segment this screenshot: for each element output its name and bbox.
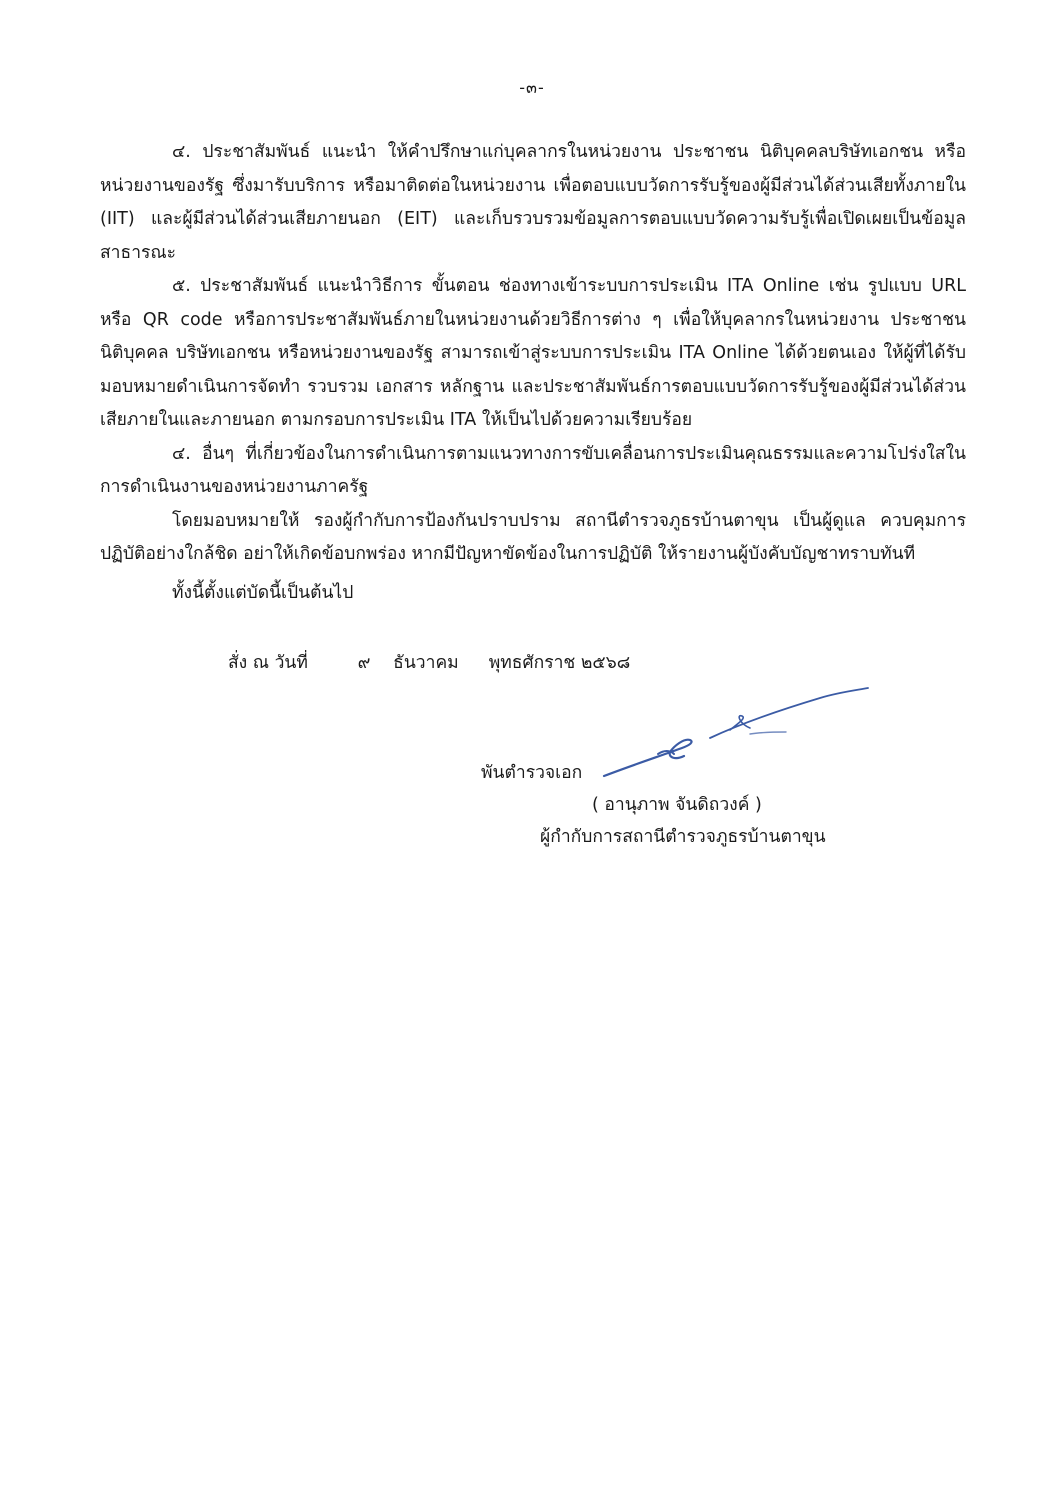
date-label: สั่ง ณ วันที่: [228, 653, 308, 673]
signer-name: ( อานุภาพ จันดิถวงค์ ): [592, 795, 762, 815]
handwritten-signature: [590, 680, 880, 790]
signer-rank: พันตำรวจเอก: [481, 763, 583, 783]
order-date: [228, 648, 630, 676]
document-body: [100, 136, 966, 572]
signer-position: ผู้กำกับการสถานีตำรวจภูธรบ้านตาขุน: [540, 827, 826, 847]
paragraph-item-4-publicize-assessment: ๔. ประชาสัมพันธ์ แนะนำ ให้คำปรึกษาแก่บุคลากรในหน่วยงาน ประชาชน นิติบุคคลบริษัทเอกชน หรือหน่วยงานของรัฐ ซึ่งมารับบริการ หรือมาติดต่อในหน่วยงาน เพื่อตอบแบบวัดการรับรู้ของผู้มีส่วนได้ส่วนเสียทั้งภายใน (IIT) และผู้มีส่วนได้ส่วนเสียภายนอก (EIT) และเก็บรวบรวมข้อมูลการตอบแบบวัดความรับรู้เพื่อเปิดเผยเป็นข้อมูลสาธารณะ: [100, 142, 966, 263]
date-day: ๙: [357, 653, 371, 673]
paragraph-item-other: ๔. อื่นๆ ที่เกี่ยวข้องในการดำเนินการตามแนวทางการขับเคลื่อนการประเมินคุณธรรมและความโปร่งใสในการดำเนินงานของหน่วยงานภาครัฐ: [100, 443, 966, 497]
date-year: พุทธศักราช ๒๕๖๘: [488, 653, 631, 673]
paragraph-assignment: โดยมอบหมายให้ รองผู้กำกับการป้องกันปราบปราม สถานีตำรวจภูธรบ้านตาขุน เป็นผู้ดูแล ควบคุมการปฏิบัติอย่างใกล้ชิด อย่าให้เกิดข้อบกพร่อง หากมีปัญหาขัดข้องในการปฏิบัติ ให้รายงานผู้บังคับบัญชาทราบทันที: [100, 510, 966, 564]
date-month: ธันวาคม: [393, 653, 459, 673]
paragraph-item-5-ita-online: ๕. ประชาสัมพันธ์ แนะนำวิธีการ ขั้นตอน ช่องทางเข้าระบบการประเมิน ITA Online เช่น รูปแบบ URL หรือ QR code หรือการประชาสัมพันธ์ภายในหน่วยงานด้วยวิธีการต่าง ๆ เพื่อให้บุคลากรในหน่วยงาน ประชาชน นิติบุคคล บริษัทเอกชน หรือหน่วยงานของรัฐ สามารถเข้าสู่ระบบการประเมิน ITA Online ได้ด้วยตนเอง ให้ผู้ที่ได้รับมอบหมายดำเนินการจัดทำ รวบรวม เอกสาร หลักฐาน และประชาสัมพันธ์การตอบแบบวัดการรับรู้ของผู้มีส่วนได้ส่วนเสียภายในและภายนอก ตามกรอบการประเมิน ITA ให้เป็นไปด้วยความเรียบร้อย: [100, 276, 966, 430]
page-number: -๓-: [519, 78, 545, 97]
effective-statement: ทั้งนี้ตั้งแต่บัดนี้เป็นต้นไป: [172, 583, 354, 603]
